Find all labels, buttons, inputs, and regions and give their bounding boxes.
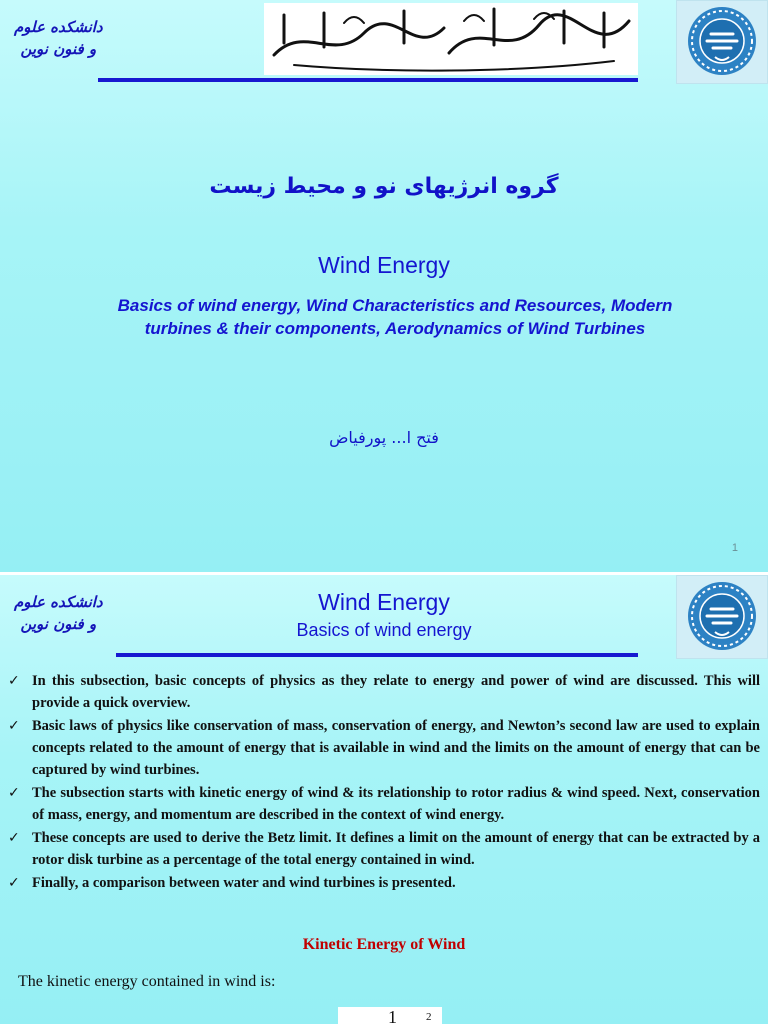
header-rule bbox=[98, 78, 638, 82]
bullet-text: Basic laws of physics like conservation of mass, conservation of energy, and Newton’s second law are used to explain concepts related to the amount of energy that is available in wind and the limits on the amount of energy that can be captured by wind turbines. bbox=[32, 718, 760, 778]
check-icon: ✓ bbox=[8, 718, 20, 734]
bullet-list bbox=[8, 670, 760, 895]
slide-2 bbox=[0, 575, 768, 1024]
section-heading: Kinetic Energy of Wind bbox=[302, 936, 466, 953]
faculty-logo bbox=[14, 16, 103, 60]
bullet-text: The subsection starts with kinetic energy of wind & its relationship to rotor radius & wind speed. Next, conservation of mass, energy, and momentum are described in the context of wind energy. bbox=[32, 785, 760, 823]
formula bbox=[338, 1007, 442, 1024]
check-icon: ✓ bbox=[8, 875, 20, 891]
page-number: 1 bbox=[731, 542, 738, 554]
list-item bbox=[8, 872, 760, 894]
list-item bbox=[8, 827, 760, 871]
list-item bbox=[8, 782, 760, 826]
header-rule bbox=[116, 653, 638, 657]
formula-exponent: 2 bbox=[426, 1011, 432, 1023]
slide-title: Wind Energy bbox=[318, 252, 450, 278]
university-seal-icon bbox=[676, 0, 768, 84]
faculty-logo-line: دانشکده علوم bbox=[14, 593, 103, 611]
basmala-calligraphy-icon bbox=[264, 3, 638, 75]
check-icon: ✓ bbox=[8, 673, 20, 689]
formula-numerator: 1 bbox=[388, 1007, 397, 1024]
faculty-logo-line: و فنون نوین bbox=[20, 40, 97, 58]
faculty-logo-line: دانشکده علوم bbox=[14, 18, 103, 36]
group-title: گروه انرژیهای نو و محیط زیست bbox=[209, 174, 559, 199]
bullet-text: Finally, a comparison between water and wind turbines is presented. bbox=[32, 875, 456, 891]
check-icon: ✓ bbox=[8, 785, 20, 801]
list-item bbox=[8, 715, 760, 781]
body-text: The kinetic energy contained in wind is: bbox=[18, 973, 276, 990]
list-item bbox=[8, 670, 760, 714]
check-icon: ✓ bbox=[8, 830, 20, 846]
bullet-text: In this subsection, basic concepts of physics as they relate to energy and power of wind are discussed. This will provide a quick overview. bbox=[32, 673, 760, 711]
faculty-logo-line: و فنون نوین bbox=[20, 615, 97, 633]
slide-title: Wind Energy bbox=[318, 589, 450, 615]
university-seal-icon bbox=[676, 575, 768, 659]
bullet-text: These concepts are used to derive the Betz limit. It defines a limit on the amount of energy that can be extracted by a rotor disk turbine as a percentage of the total energy contained in wind. bbox=[32, 830, 760, 868]
slide-subtitle: Basics of wind energy bbox=[296, 620, 472, 640]
slide-subtitle: Basics of wind energy, Wind Characteristics and Resources, Modern turbines & their components, Aerodynamics of Wind Turbines bbox=[117, 296, 673, 338]
author-name: فتح ا... پورفیاض bbox=[329, 428, 439, 447]
